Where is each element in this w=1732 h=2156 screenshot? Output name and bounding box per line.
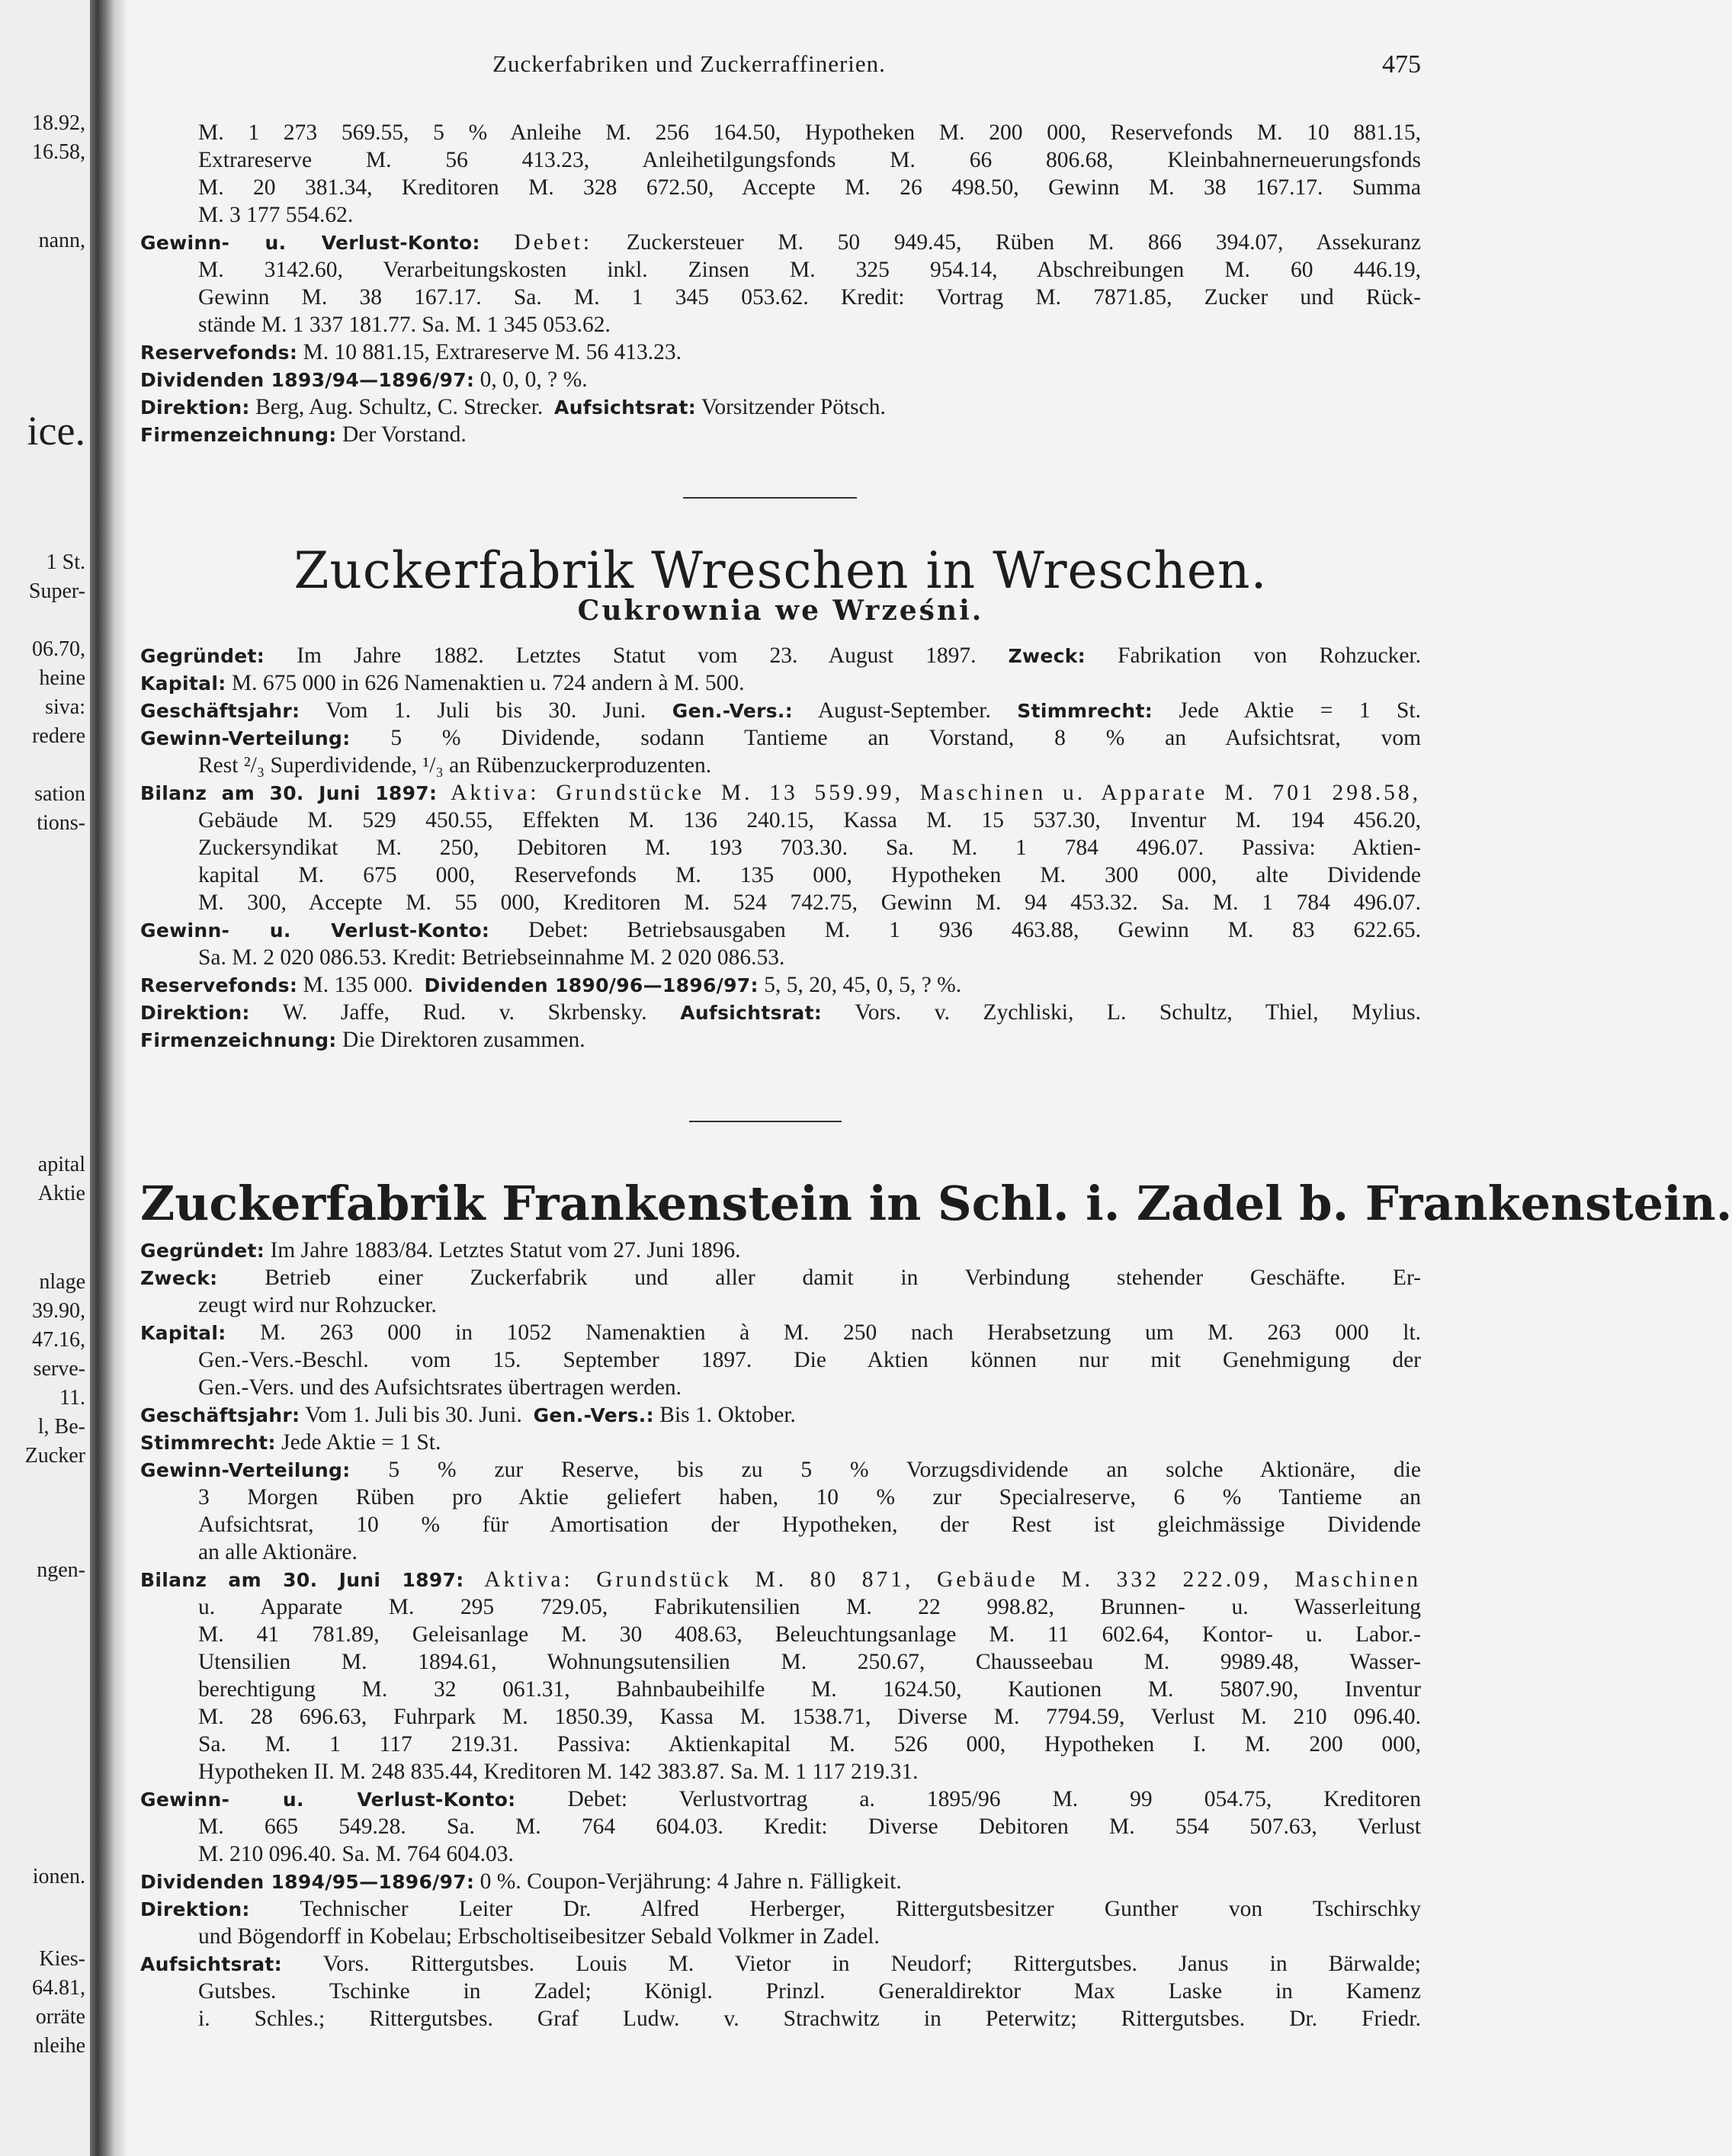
- left-page-fragment: 06.70,: [32, 637, 85, 661]
- capital-label: Kapital:: [140, 1322, 226, 1344]
- purpose-line: [140, 1264, 1421, 1291]
- signature-line: [140, 1026, 1421, 1054]
- balance-line: M. 20 381.34, Kreditoren M. 328 672.50, Accepte M. 26 498.50, Gewinn M. 38 167.17. Summa: [198, 175, 1421, 200]
- reserve-label: Reservefonds:: [140, 342, 298, 364]
- reserve-label: Reservefonds:: [140, 974, 298, 996]
- aufsicht-label: Aufsichtsrat:: [554, 396, 697, 419]
- purpose-label: Zweck:: [140, 1267, 218, 1289]
- left-page-fragment: nann,: [38, 229, 85, 252]
- entry-wreschen: [140, 642, 1421, 1054]
- left-page-fragment: 1 St.: [46, 550, 85, 574]
- left-page-fragment: nlage: [39, 1270, 85, 1294]
- reserve-text: M. 135 000.: [303, 973, 413, 997]
- profit-distribution-text: 5 % zur Reserve, bis zu 5 % Vorzugsdividende an solche Aktionäre, die: [388, 1458, 1422, 1482]
- aufsicht-text: Vors. Rittergutsbes. Louis M. Vietor in Neudorf; Rittergutsbes. Janus in Bärwalde;: [322, 1952, 1421, 1976]
- page-number: 475: [1382, 50, 1421, 79]
- left-page-fragment: Zucker: [24, 1444, 85, 1468]
- capital-label: Kapital:: [140, 672, 226, 695]
- balance-line: M. 41 781.89, Geleisanlage M. 30 408.63, Beleuchtungsanlage M. 11 602.64, Kontor- u. Labor.-: [198, 1622, 1421, 1647]
- purpose-text: Betrieb einer Zuckerfabrik und aller damit in Verbindung stehender Geschäfte. Er-: [265, 1266, 1422, 1290]
- running-header: [140, 50, 1421, 81]
- previous-entry: [140, 119, 1421, 448]
- management-line: und Bögendorff in Kobelau; Erbscholtiseibesitzer Sebald Volkmer in Zadel.: [198, 1924, 880, 1949]
- entry-title-frankenstein: Zuckerfabrik Frankenstein in Schl. i. Zadel b. Frankenstein.: [140, 1176, 1732, 1231]
- profit-loss-text: Zuckersteuer M. 50 949.45, Rüben M. 866 394.07, Assekuranz: [626, 230, 1422, 255]
- fiscal-year-label: Geschäftsjahr:: [140, 700, 300, 722]
- direktion-text: Berg, Aug. Schultz, C. Strecker.: [255, 395, 544, 419]
- left-page-fragment: sation: [34, 782, 85, 806]
- profit-loss-line: [140, 916, 1421, 944]
- capital-line: [140, 1319, 1421, 1346]
- profit-distribution-text: 5 % Dividende, sodann Tantieme an Vorstand, 8 % an Aufsichtsrat, vom: [390, 726, 1422, 750]
- general-meeting-text: August-September.: [817, 698, 991, 723]
- balance-line: kapital M. 675 000, Reservefonds M. 135 000, Hypotheken M. 300 000, alte Dividende: [198, 863, 1421, 887]
- firma-label: Firmenzeichnung:: [140, 1029, 337, 1051]
- running-title: Zuckerfabriken und Zuckerraffinerien.: [492, 50, 886, 77]
- voting-label: Stimmrecht:: [1017, 700, 1153, 722]
- aufsicht-label: Aufsichtsrat:: [680, 1002, 823, 1024]
- left-page-fragment: orräte: [35, 2005, 85, 2029]
- profit-distribution-line: an alle Aktionäre.: [198, 1540, 358, 1564]
- voting-label: Stimmrecht:: [140, 1432, 276, 1454]
- left-page-fragment: serve-: [33, 1357, 85, 1381]
- dividend-line: [140, 1868, 1421, 1895]
- book-gutter: [90, 0, 116, 2156]
- balance-label: Bilanz am 30. Juni 1897:: [140, 782, 438, 804]
- balance-line: [140, 1566, 1421, 1593]
- left-page-fragment: 47.16,: [32, 1328, 85, 1352]
- left-page-fragment: Aktie: [37, 1182, 85, 1205]
- founded-label: Gegründet:: [140, 1240, 265, 1262]
- direktion-label: Direktion:: [140, 1898, 250, 1920]
- dividend-label: Dividenden 1893/94—1896/97:: [140, 369, 475, 391]
- signature-line: [140, 421, 1421, 448]
- left-page-fragment: 18.92,: [32, 111, 85, 135]
- direktion-text: Technischer Leiter Dr. Alfred Herberger, Rittergutsbesitzer Gunther von Tschirschky: [300, 1897, 1421, 1921]
- left-page-fragment: tions-: [37, 811, 85, 835]
- reserve-dividend-line: [140, 971, 1421, 999]
- capital-text: M. 675 000 in 626 Namenaktien u. 724 andern à M. 500.: [231, 671, 745, 695]
- founded-text: Im Jahre 1882. Letztes Statut vom 23. August 1897.: [297, 643, 977, 668]
- profit-loss-line: M. 665 549.28. Sa. M. 764 604.03. Kredit: Diverse Debitoren M. 554 507.63, Verlust: [198, 1814, 1421, 1839]
- founded-line: [140, 642, 1421, 669]
- firma-text: Der Vorstand.: [342, 422, 467, 447]
- left-page-fragment: ionen.: [32, 1865, 85, 1888]
- left-page-fragment: siva:: [45, 695, 85, 719]
- left-page-fragment: 39.90,: [32, 1299, 85, 1323]
- direktion-text: W. Jaffe, Rud. v. Skrbensky.: [282, 1000, 647, 1025]
- general-meeting-label: Gen.-Vers.:: [672, 700, 794, 722]
- balance-text: Aktiva: Grundstücke M. 13 559.99, Maschinen u. Apparate M. 701 298.58,: [451, 781, 1422, 805]
- balance-line: berechtigung M. 32 061.31, Bahnbaubeihilfe M. 1624.50, Kautionen M. 5807.90, Inventur: [198, 1677, 1421, 1702]
- left-page-fragment: ngen-: [37, 1558, 85, 1582]
- page-shadow: [116, 0, 127, 2156]
- profit-loss-text: Debet: Betriebsausgaben M. 1 936 463.88, Gewinn M. 83 622.65.: [528, 918, 1422, 942]
- balance-line: Utensilien M. 1894.61, Wohnungsutensilien M. 250.67, Chausseebau M. 9989.48, Wasser-: [198, 1650, 1421, 1674]
- profit-loss-line: M. 3142.60, Verarbeitungskosten inkl. Zinsen M. 325 954.14, Abschreibungen M. 60 446.19,: [198, 258, 1421, 282]
- left-page-fragment: nleihe: [33, 2034, 85, 2058]
- profit-loss-line: stände M. 1 337 181.77. Sa. M. 1 345 053.62.: [198, 313, 611, 337]
- profit-distribution-line: Aufsichtsrat, 10 % für Amortisation der Hypotheken, der Rest ist gleichmässige Dividende: [198, 1513, 1421, 1537]
- capital-text: M. 263 000 in 1052 Namenaktien à M. 250 nach Herabsetzung um M. 263 000 lt.: [260, 1320, 1422, 1345]
- profit-loss-label: Gewinn- u. Verlust-Konto:: [140, 1789, 516, 1811]
- left-page-fragment: 64.81,: [32, 1976, 85, 2000]
- profit-loss-line: [140, 1785, 1421, 1813]
- balance-line: Hypotheken II. M. 248 835.44, Kreditoren M. 142 383.87. Sa. M. 1 117 219.31.: [198, 1760, 919, 1784]
- balance-line: Extrareserve M. 56 413.23, Anleihetilgungsfonds M. 66 806.68, Kleinbahnerneuerungsfonds: [198, 148, 1421, 172]
- profit-loss-line: Sa. M. 2 020 086.53. Kredit: Betriebseinnahme M. 2 020 086.53.: [198, 945, 785, 970]
- general-meeting-text: Bis 1. Oktober.: [659, 1403, 796, 1427]
- dividend-text: 0, 0, 0, ? %.: [480, 367, 588, 392]
- voting-text: Jede Aktie = 1 St.: [281, 1430, 441, 1455]
- aufsicht-text: Vors. v. Zychliski, L. Schultz, Thiel, Mylius.: [855, 1000, 1422, 1025]
- reserve-text: M. 10 881.15, Extrareserve M. 56 413.23.: [303, 340, 682, 364]
- purpose-label: Zweck:: [1008, 645, 1086, 667]
- firma-text: Die Direktoren zusammen.: [342, 1028, 585, 1052]
- direktion-label: Direktion:: [140, 396, 250, 419]
- direktion-label: Direktion:: [140, 1002, 250, 1024]
- founded-line: [140, 1237, 1421, 1264]
- profit-loss-line: [140, 229, 1421, 256]
- supervisory-line: Gutsbes. Tschinke in Zadel; Königl. Prinzl. Generaldirektor Max Laske in Kamenz: [198, 1979, 1421, 2004]
- entry-frankenstein: [140, 1237, 1421, 2032]
- entry-title-wreschen: Zuckerfabrik Wreschen in Wreschen.: [293, 541, 1268, 600]
- supervisory-line: [140, 1950, 1421, 1978]
- left-page-fragment: 11.: [59, 1386, 85, 1410]
- section-divider: [689, 1121, 842, 1122]
- previous-page-strip: [0, 0, 90, 2156]
- founded-label: Gegründet:: [140, 645, 265, 667]
- profit-distribution-label: Gewinn-Verteilung:: [140, 1459, 351, 1481]
- dividend-text: 5, 5, 20, 45, 0, 5, ? %.: [764, 973, 962, 997]
- balance-line: u. Apparate M. 295 729.05, Fabrikutensilien M. 22 998.82, Brunnen- u. Wasserleitung: [198, 1595, 1421, 1619]
- balance-line: M. 300, Accepte M. 55 000, Kreditoren M. 524 742.75, Gewinn M. 94 453.32. Sa. M. 1 784 496.07.: [198, 890, 1421, 915]
- profit-loss-label: Gewinn- u. Verlust-Konto:: [140, 232, 480, 254]
- balance-line: Gebäude M. 529 450.55, Effekten M. 136 240.15, Kassa M. 15 537.30, Inventur M. 194 456.20,: [198, 808, 1421, 833]
- capital-line: [140, 669, 1421, 697]
- balance-label: Bilanz am 30. Juni 1897:: [140, 1569, 464, 1591]
- firma-label: Firmenzeichnung:: [140, 424, 337, 446]
- supervisory-line: i. Schles.; Rittergutsbes. Graf Ludw. v. Strachwitz in Peterwitz; Rittergutsbes. Dr. Friedr.: [198, 2007, 1421, 2031]
- balance-line: M. 3 177 554.62.: [198, 203, 354, 227]
- profit-loss-line: Gewinn M. 38 167.17. Sa. M. 1 345 053.62. Kredit: Vortrag M. 7871.85, Zucker und Rück-: [198, 285, 1421, 310]
- profit-loss-line: M. 210 096.40. Sa. M. 764 604.03.: [198, 1842, 514, 1866]
- dividend-text: 0 %. Coupon-Verjährung: 4 Jahre n. Fälligkeit.: [480, 1869, 902, 1894]
- management-line: [140, 999, 1421, 1026]
- balance-line: M. 28 696.63, Fuhrpark M. 1850.39, Kassa M. 1538.71, Diverse M. 7794.59, Verlust M. 210 096.40.: [198, 1705, 1421, 1729]
- purpose-text: Fabrikation von Rohzucker.: [1118, 643, 1421, 668]
- general-meeting-label: Gen.-Vers.:: [533, 1404, 654, 1426]
- voting-line: [140, 1429, 1421, 1456]
- profit-distribution-line: 3 Morgen Rüben pro Aktie geliefert haben, 10 % zur Specialreserve, 6 % Tantieme an: [198, 1485, 1421, 1510]
- management-line: [140, 393, 1421, 421]
- founded-text: Im Jahre 1883/84. Letztes Statut vom 27. Juni 1896.: [270, 1238, 741, 1262]
- fiscal-year-label: Geschäftsjahr:: [140, 1404, 300, 1426]
- capital-line: Gen.-Vers.-Beschl. vom 15. September 1897. Die Aktien können nur mit Genehmigung der: [198, 1348, 1421, 1372]
- dividend-line: [140, 366, 1421, 393]
- balance-line: [140, 779, 1421, 807]
- section-divider: [683, 497, 857, 499]
- left-page-fragment: redere: [32, 724, 85, 748]
- fiscal-year-text: Vom 1. Juli bis 30. Juni.: [305, 1403, 522, 1427]
- profit-loss-text: Debet: Verlustvortrag a. 1895/96 M. 99 054.75, Kreditoren: [567, 1787, 1421, 1811]
- balance-line: Sa. M. 1 117 219.31. Passiva: Aktienkapital M. 526 000, Hypotheken I. M. 200 000,: [198, 1732, 1421, 1757]
- left-page-fragment: Kies-: [39, 1947, 85, 1971]
- entry-subtitle-wreschen: Cukrownia we Wrześni.: [577, 595, 984, 627]
- dividend-label: Dividenden 1894/95—1896/97:: [140, 1871, 475, 1893]
- balance-line: Zuckersyndikat M. 250, Debitoren M. 193 703.30. Sa. M. 1 784 496.07. Passiva: Aktien-: [198, 836, 1421, 860]
- left-page-fragment: heine: [39, 666, 85, 690]
- aufsicht-label: Aufsichtsrat:: [140, 1953, 282, 1975]
- fiscal-year-text: Vom 1. Juli bis 30. Juni.: [326, 698, 646, 723]
- aufsicht-text: Vorsitzender Pötsch.: [701, 395, 886, 419]
- profit-distribution-line: [140, 1456, 1421, 1484]
- left-page-fragment: l, Be-: [37, 1415, 85, 1439]
- document-page: [140, 0, 1732, 2156]
- profit-distribution-label: Gewinn-Verteilung:: [140, 727, 351, 749]
- left-page-fragment: Super-: [28, 579, 85, 603]
- dividend-label: Dividenden 1890/96—1896/97:: [424, 974, 759, 996]
- balance-line: M. 1 273 569.55, 5 % Anleihe M. 256 164.50, Hypotheken M. 200 000, Reservefonds M. 10 881.15,: [198, 120, 1421, 145]
- management-line: [140, 1895, 1421, 1923]
- voting-text: Jede Aktie = 1 St.: [1179, 698, 1422, 723]
- fiscal-year-line: [140, 1401, 1421, 1429]
- left-page-fragment: apital: [37, 1153, 85, 1176]
- profit-distribution-line: [140, 724, 1421, 752]
- debet-label: Debet:: [514, 230, 593, 255]
- left-page-fragment: ice.: [27, 408, 85, 454]
- capital-line: Gen.-Vers. und des Aufsichtsrates übertragen werden.: [198, 1375, 682, 1400]
- balance-text: Aktiva: Grundstück M. 80 871, Gebäude M. 332 222.09, Maschinen: [484, 1567, 1421, 1592]
- reserve-line: [140, 338, 1421, 366]
- purpose-line: zeugt wird nur Rohzucker.: [198, 1293, 437, 1317]
- left-page-fragment: 16.58,: [32, 140, 85, 164]
- profit-loss-label: Gewinn- u. Verlust-Konto:: [140, 919, 490, 942]
- profit-distribution-line: Rest ²/₃ Superdividende, ¹/₃ an Rübenzuckerproduzenten.: [198, 753, 712, 778]
- fiscal-year-line: [140, 697, 1421, 724]
